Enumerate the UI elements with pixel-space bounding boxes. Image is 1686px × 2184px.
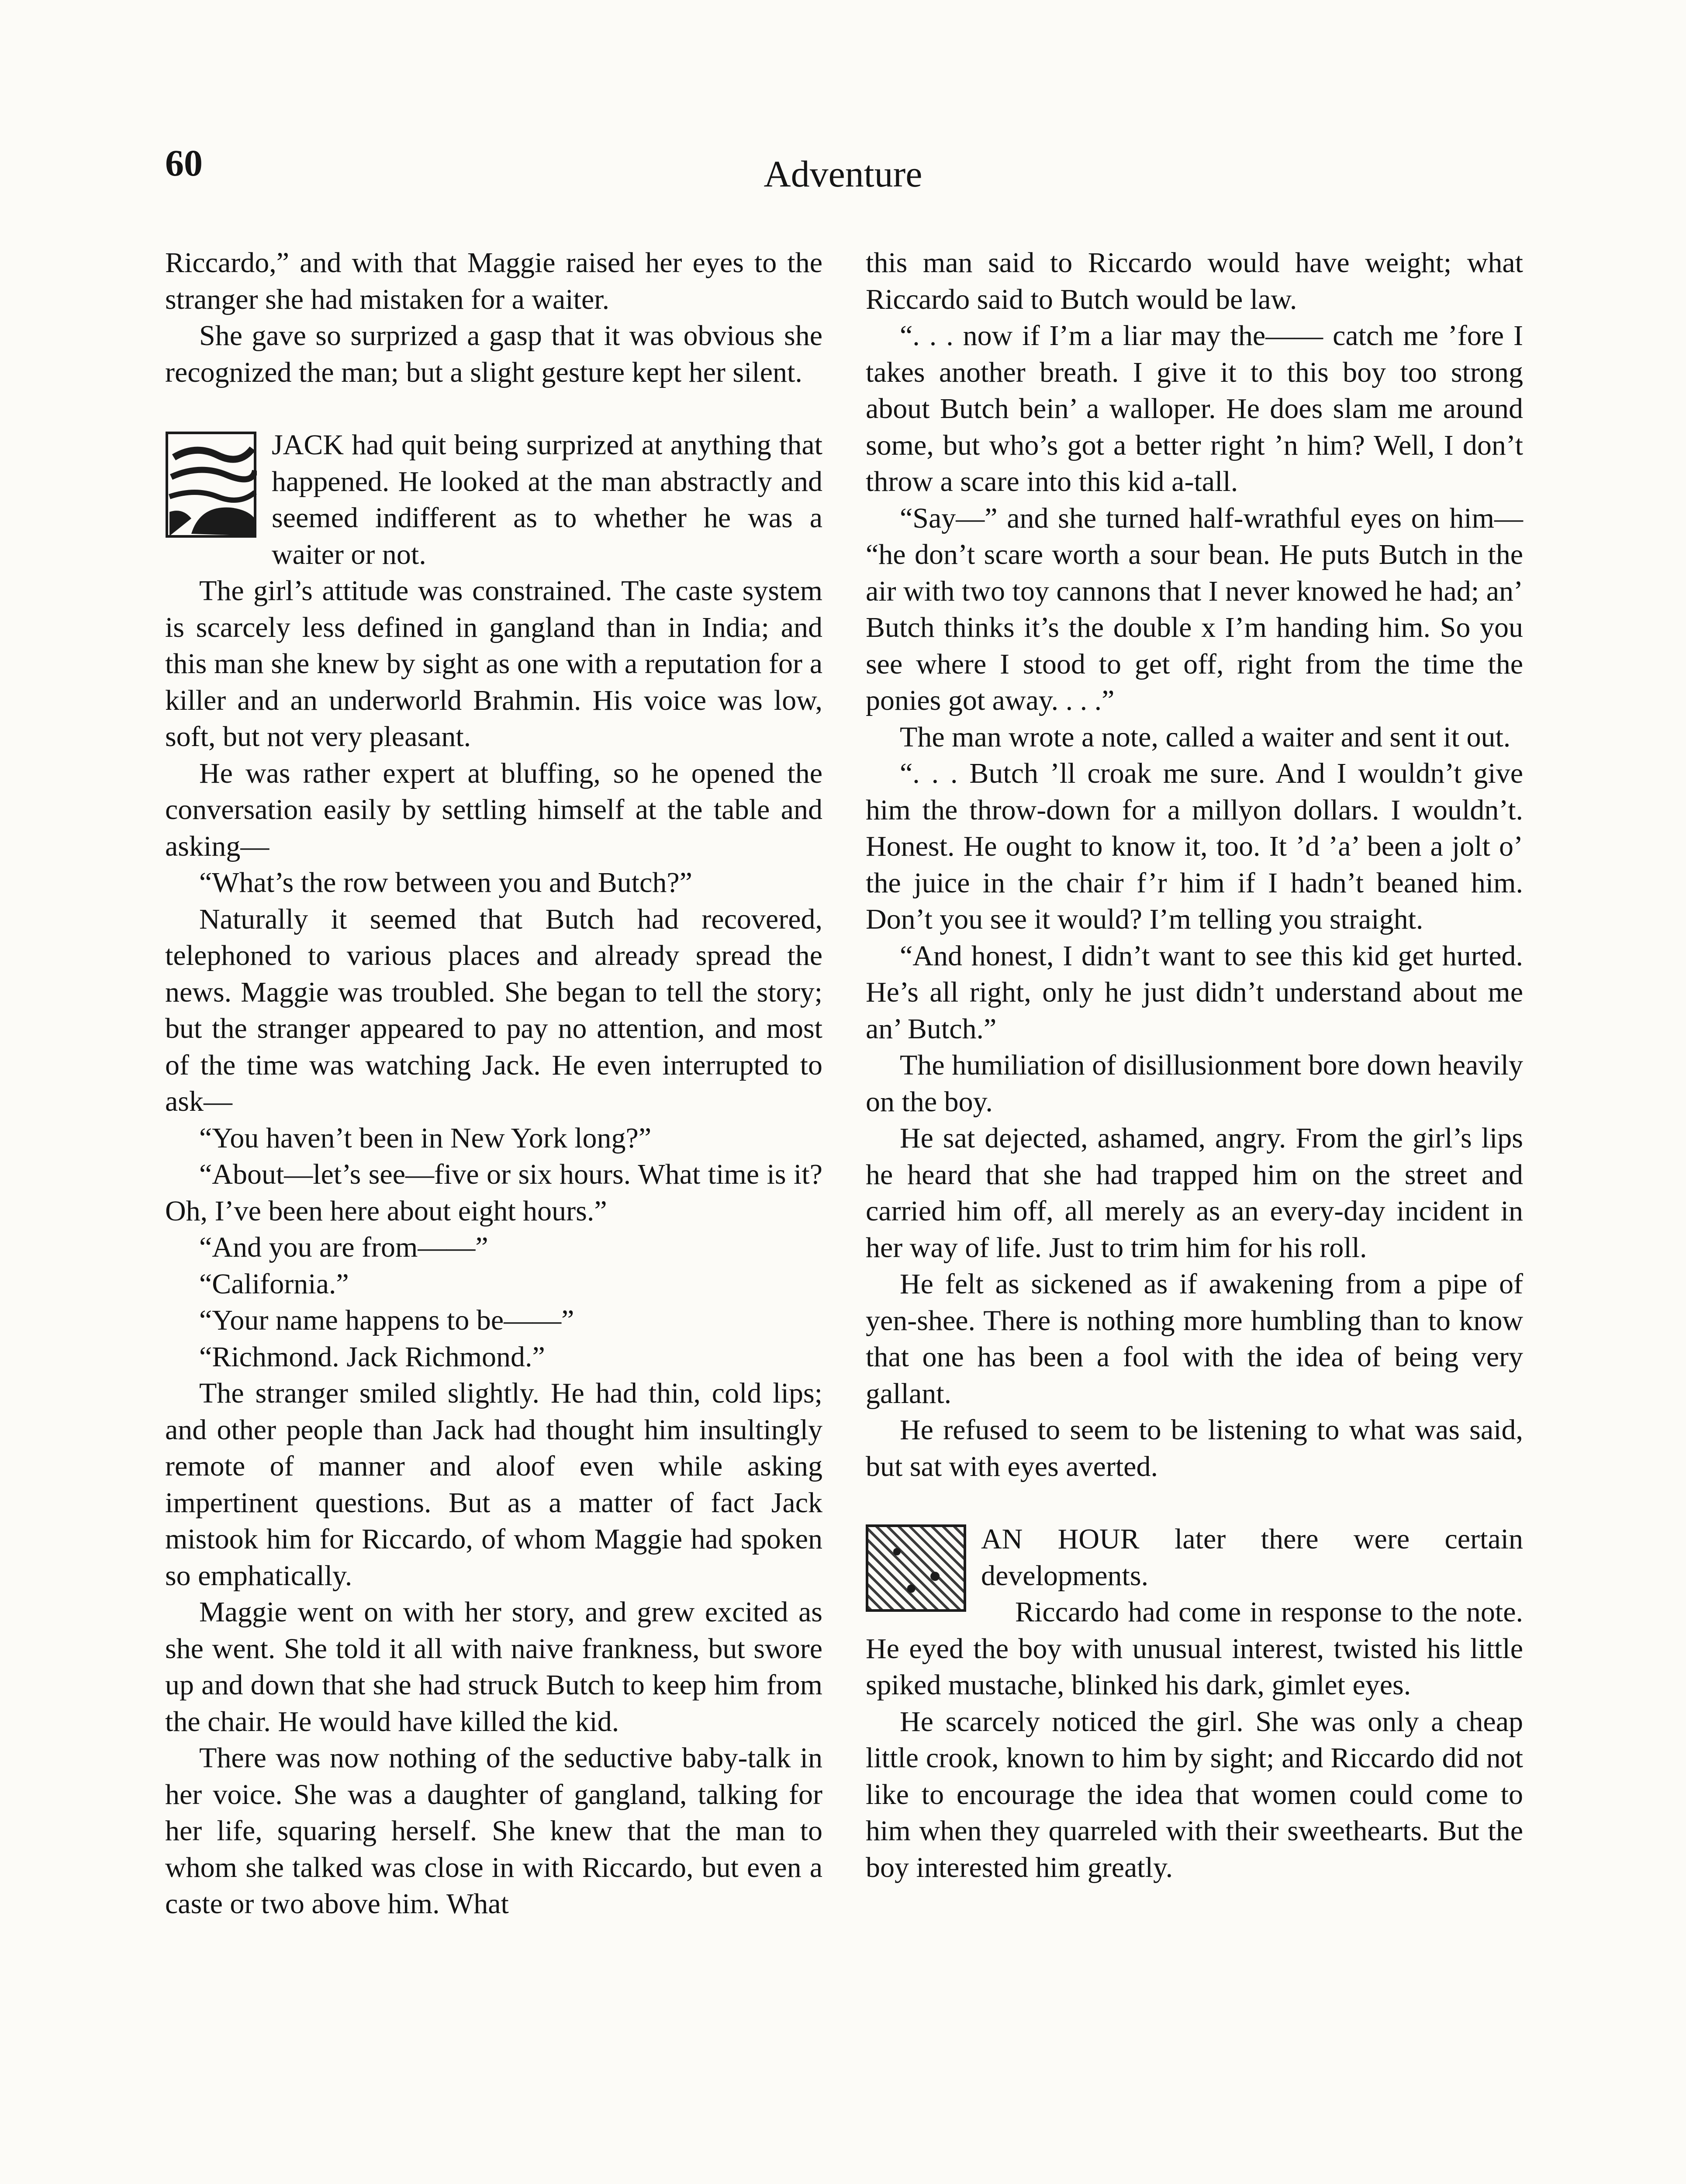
paragraph: The man wrote a note, called a waiter and sent it out. (900, 721, 1511, 753)
paragraph: “Your name happens to be——” (199, 1304, 574, 1336)
page-number: 60 (165, 142, 203, 184)
paragraph: Maggie went on with her story, and grew excited as she went. She told it all with naive frankness, but swore up and down that she had struck Butch to keep him from the chair. He would have killed the kid. (165, 1596, 822, 1738)
right-column (866, 245, 1523, 1886)
paragraph: He felt as sickened as if awakening from a pipe of yen-shee. There is nothing more humbling than to know that one has been a fool with the idea of being very gallant. (866, 1268, 1523, 1410)
ornamental-initial-icon (165, 431, 257, 538)
paragraph: He scarcely noticed the girl. She was only a cheap little crook, known to him by sight; and Riccardo did not like to encourage the idea that women could come to him when they quarreled with their sweethearts. But the boy interested him greatly. (866, 1705, 1523, 1883)
paragraph: “And honest, I didn’t want to see this kid get hurted. He’s all right, only he just didn’t understand about me an’ Butch.” (866, 940, 1523, 1045)
paragraph-text: AN HOUR later there were certain developments. (981, 1523, 1523, 1592)
paragraph: “Say—” and she turned half-wrathful eyes on him— “he don’t scare worth a sour bean. He puts Butch in the air with two toy cannons that I never knowed he had; an’ Butch thinks it’s the double x I’m handing him. So you see where I stood to get off, right from the time the ponies got away. . . .” (866, 502, 1523, 716)
paragraph: Riccardo had come in response to the note. He eyed the boy with unusual interest, twisted his little spiked mustache, blinked his dark, gimlet eyes. (866, 1596, 1523, 1701)
paragraph: The girl’s attitude was constrained. The caste system is scarcely less defined in gangland than in India; and this man she knew by sight as one with a reputation for a killer and an underworld Brahmin. His voice was low, soft, but not very pleasant. (165, 575, 822, 753)
paragraph-text: JACK had quit being surprized at anything that happened. He looked at the man abstractly and seemed indifferent as to whether he was a waiter or not. (272, 429, 822, 570)
left-column (165, 245, 822, 1922)
paragraph: “And you are from——” (199, 1231, 488, 1263)
section-opening-paragraph (866, 1521, 1523, 1594)
paragraph: Riccardo,” and with that Maggie raised her eyes to the stranger she had mistaken for a waiter. (165, 247, 822, 315)
ornamental-initial-icon (866, 1524, 966, 1612)
paragraph: He refused to seem to be listening to what was said, but sat with eyes averted. (866, 1414, 1523, 1482)
paragraph: “What’s the row between you and Butch?” (199, 867, 692, 898)
paragraph: Naturally it seemed that Butch had recovered, telephoned to various places and already spread the news. Maggie was troubled. She began to tell the story; but the stranger appeared to pay no attention, and most of the time was watching Jack. He even interrupted to ask— (165, 903, 822, 1117)
paragraph: She gave so surprized a gasp that it was obvious she recognized the man; but a slight gesture kept her silent. (165, 320, 822, 388)
paragraph: The stranger smiled slightly. He had thin, cold lips; and other people than Jack had thought him insultingly remote of manner and aloof even while asking impertinent questions. But as a matter of fact Jack mistook him for Riccardo, of whom Maggie had spoken so emphatically. (165, 1377, 822, 1592)
paragraph: He sat dejected, ashamed, angry. From the girl’s lips he heard that she had trapped him on the street and carried him off, all merely as an every-day incident in her way of life. Just to trim him for his roll. (866, 1122, 1523, 1264)
paragraph: “. . . now if I’m a liar may the—— catch me ’fore I takes another breath. I give it to this boy too strong about Butch bein’ a walloper. He does slam me around some, but who’s got a better right ’n him? Well, I don’t throw a scare into this kid a-tall. (866, 320, 1523, 498)
section-opening-paragraph (165, 427, 822, 573)
paragraph: “About—let’s see—five or six hours. What time is it? Oh, I’ve been here about eight hours.” (165, 1158, 822, 1227)
paragraph: He was rather expert at bluffing, so he opened the conversation easily by settling himself at the table and asking— (165, 757, 822, 862)
paragraph: “. . . Butch ’ll croak me sure. And I wouldn’t give him the throw-down for a millyon dollars. I wouldn’t. Honest. He ought to know it, too. It ’d ’a’ been a jolt o’ the juice in the chair f’r him if I hadn’t beaned him. Don’t you see it would? I’m telling you straight. (866, 757, 1523, 935)
running-title: Adventure (764, 153, 922, 195)
paragraph: There was now nothing of the seductive baby-talk in her voice. She was a daughter of gangland, talking for her life, squaring herself. She knew that the man to whom she talked was close in with Riccardo, but even a caste or two above him. What (165, 1742, 822, 1920)
paragraph: this man said to Riccardo would have weight; what Riccardo said to Butch would be law. (866, 247, 1523, 315)
paragraph: “California.” (199, 1268, 349, 1300)
paragraph: The humiliation of disillusionment bore down heavily on the boy. (866, 1049, 1523, 1118)
paragraph: “Richmond. Jack Richmond.” (199, 1341, 545, 1373)
paragraph: “You haven’t been in New York long?” (199, 1122, 652, 1154)
